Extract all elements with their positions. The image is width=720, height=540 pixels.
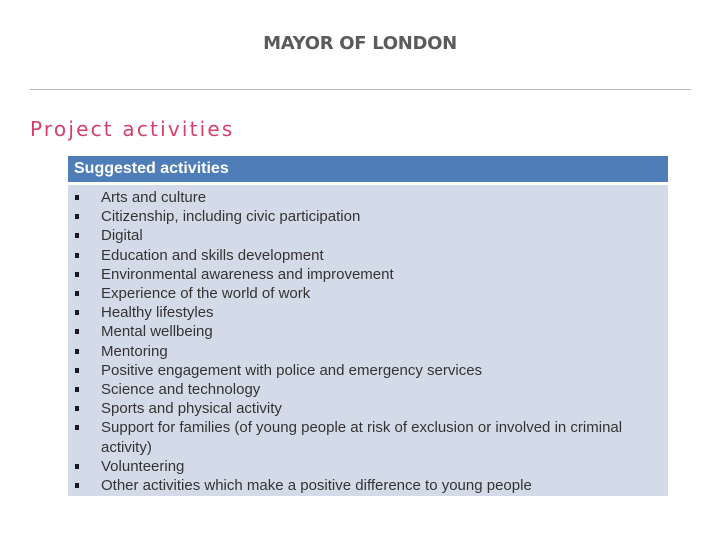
list-item — [68, 380, 668, 399]
list-item — [68, 361, 668, 380]
header-divider — [30, 89, 691, 90]
list-item-label: Support for families (of young people at risk of exclusion or involved in criminal activity) — [101, 419, 623, 456]
activity-list — [68, 188, 668, 495]
square-bullet-icon — [75, 464, 79, 469]
list-item — [68, 303, 668, 322]
list-item-label: Science and technology — [101, 381, 261, 399]
square-bullet-icon — [75, 349, 79, 354]
square-bullet-icon — [75, 329, 79, 334]
square-bullet-icon — [75, 272, 79, 277]
square-bullet-icon — [75, 233, 79, 238]
list-item — [68, 399, 668, 418]
list-item-label: Mentoring — [101, 342, 168, 360]
list-item-label: Environmental awareness and improvement — [101, 265, 394, 283]
list-item-label: Healthy lifestyles — [101, 304, 214, 322]
list-item-label: Arts and culture — [101, 189, 207, 206]
list-item — [68, 188, 668, 207]
square-bullet-icon — [75, 195, 79, 200]
list-item-label: Other activities which make a positive difference to young people — [101, 477, 532, 495]
suggested-activities-panel — [68, 156, 668, 496]
section-title: Project activities — [30, 117, 235, 141]
list-item — [68, 226, 668, 245]
square-bullet-icon — [75, 368, 79, 373]
list-item-label: Mental wellbeing — [101, 323, 213, 341]
square-bullet-icon — [75, 291, 79, 296]
list-item — [68, 322, 668, 341]
panel-body — [68, 185, 668, 496]
list-item — [68, 457, 668, 476]
square-bullet-icon — [75, 406, 79, 411]
list-item — [68, 476, 668, 495]
square-bullet-icon — [75, 483, 79, 488]
list-item — [68, 284, 668, 303]
list-item-label: Education and skills development — [101, 246, 324, 264]
panel-heading: Suggested activities — [68, 156, 668, 182]
list-item — [68, 342, 668, 361]
square-bullet-icon — [75, 253, 79, 258]
square-bullet-icon — [75, 387, 79, 392]
list-item — [68, 418, 668, 456]
list-item-label: Experience of the world of work — [101, 285, 311, 303]
square-bullet-icon — [75, 214, 79, 219]
list-item-label: Sports and physical activity — [101, 400, 282, 418]
square-bullet-icon — [75, 425, 79, 430]
list-item — [68, 265, 668, 284]
mayor-of-london-logo: MAYOR OF LONDON — [263, 33, 457, 54]
list-item — [68, 246, 668, 265]
list-item-label: Digital — [101, 227, 143, 245]
list-item-label: Volunteering — [101, 457, 185, 475]
list-item-label: Positive engagement with police and emergency services — [101, 361, 483, 379]
list-item — [68, 207, 668, 226]
square-bullet-icon — [75, 310, 79, 315]
list-item-label: Citizenship, including civic participation — [101, 208, 361, 226]
